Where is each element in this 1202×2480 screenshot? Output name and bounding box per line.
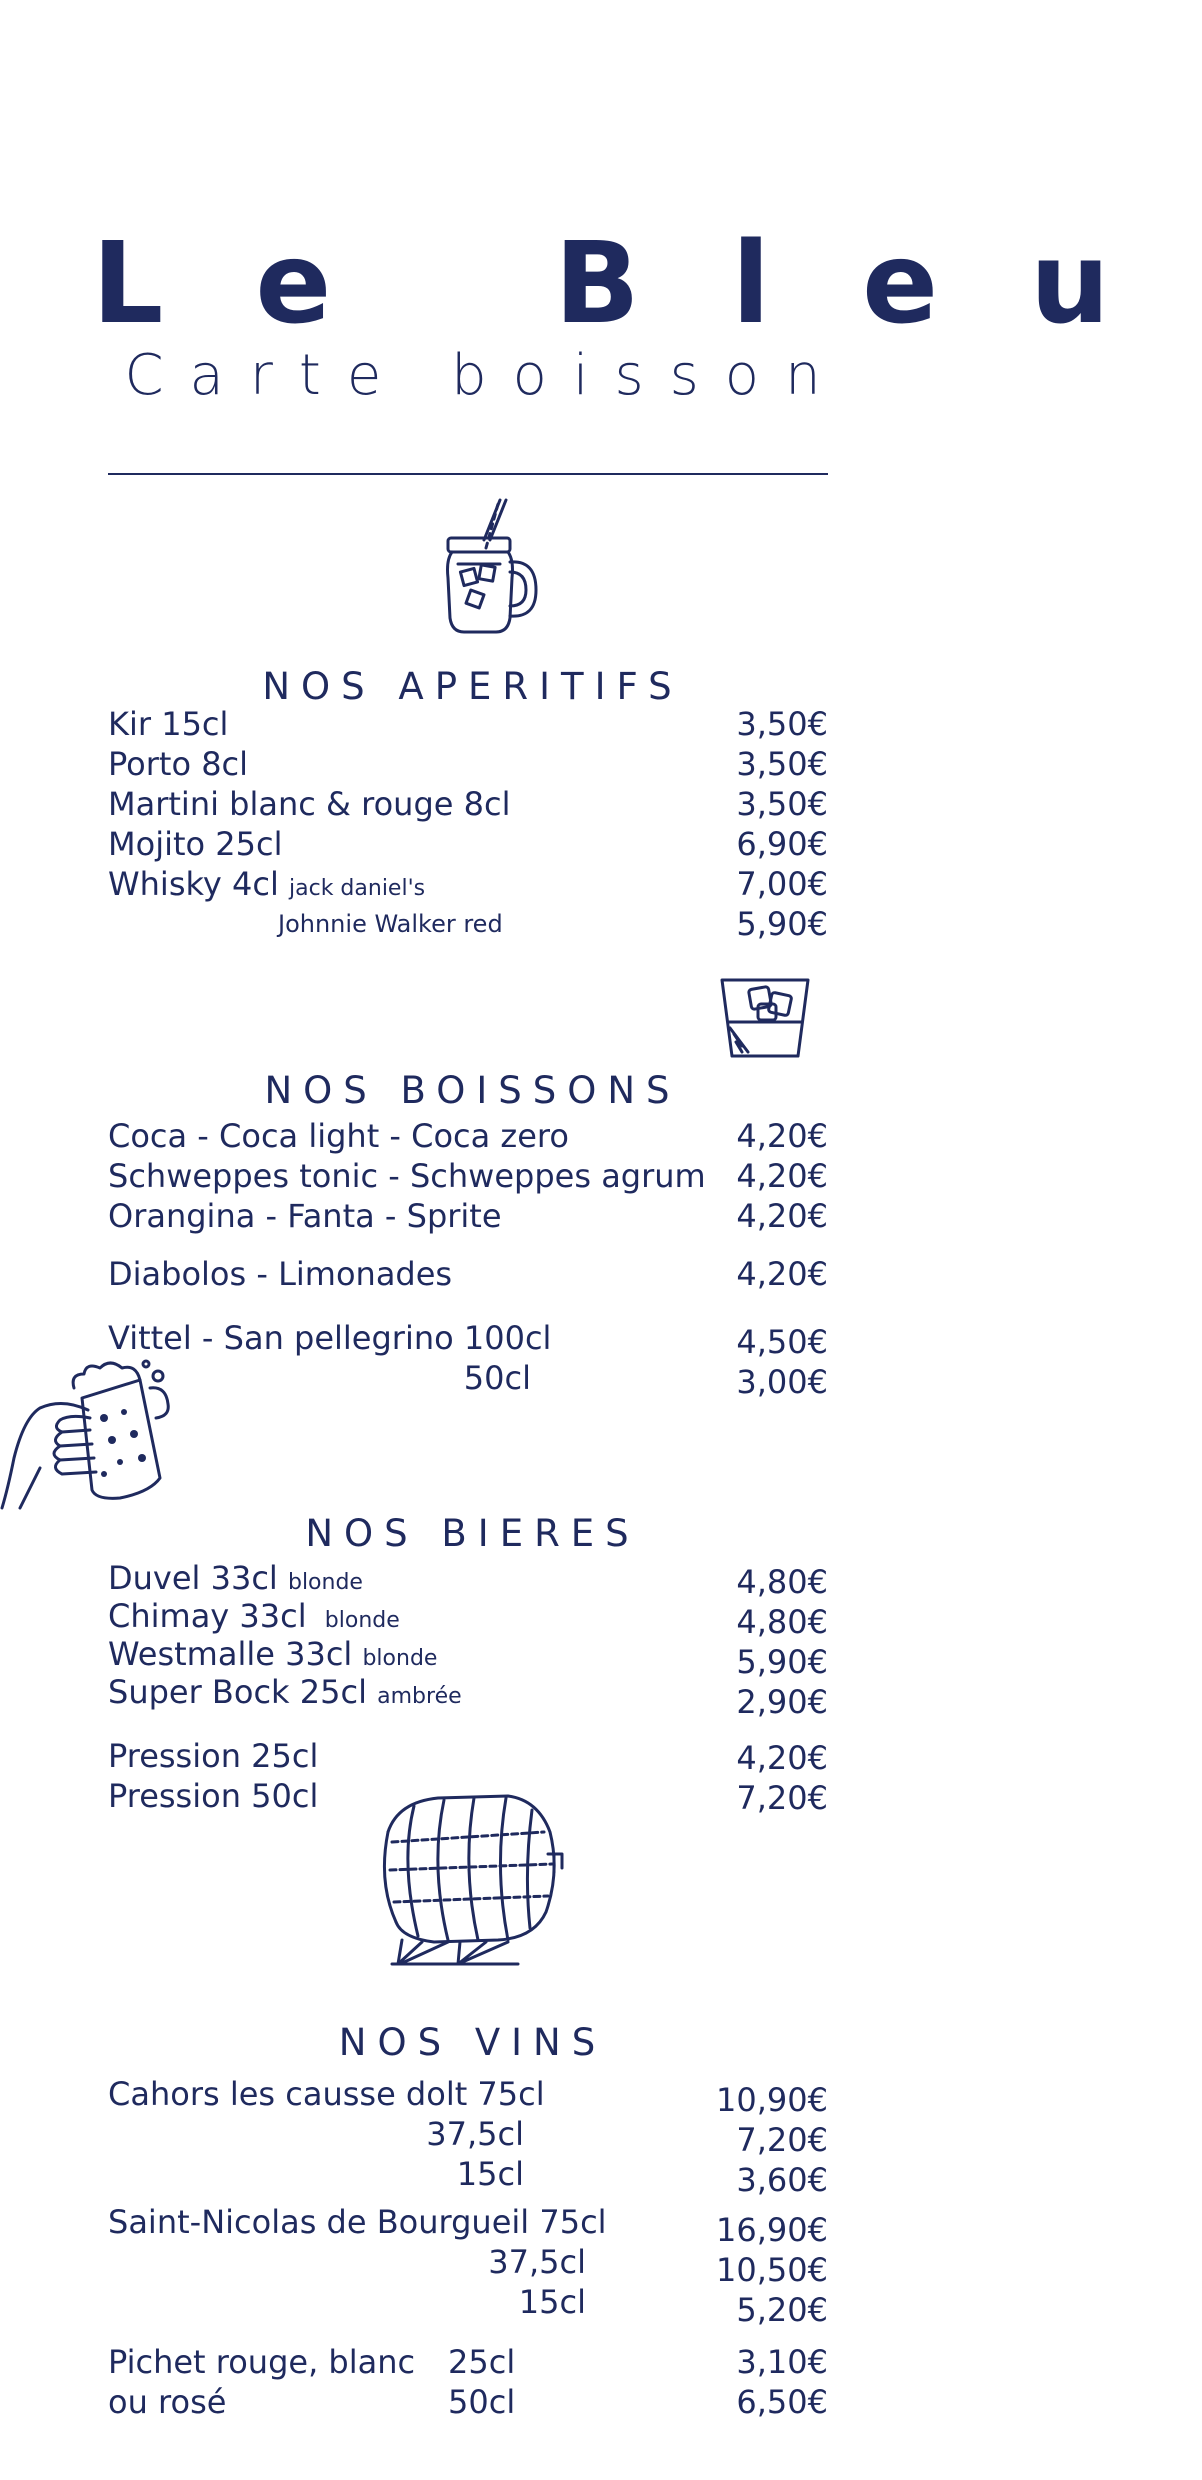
menu-item-price: 7,00€ — [736, 865, 828, 903]
menu-item-name: Martini blanc & rouge 8cl — [108, 785, 511, 823]
menu-item-price: 5,90€ — [736, 905, 828, 943]
menu-item-price: 4,20€ — [736, 1255, 828, 1293]
section-heading-vins: NOS VINS — [338, 2021, 607, 2064]
menu-item-name — [108, 1635, 438, 1673]
menu-item-name: Schweppes tonic - Schweppes agrum — [108, 1157, 706, 1195]
menu-item-price: 4,80€ — [736, 1603, 828, 1641]
header-divider — [108, 473, 828, 475]
whisky-glass-icon — [720, 978, 810, 1058]
menu-item-price: 3,00€ — [736, 1363, 828, 1401]
menu-item-price: 3,50€ — [736, 745, 828, 783]
menu-item-size: 25cl — [448, 2343, 516, 2381]
menu-item-price: 4,20€ — [736, 1117, 828, 1155]
menu-item-label: Duvel 33cl — [108, 1559, 278, 1597]
menu-item-price: 4,20€ — [736, 1157, 828, 1195]
menu-item-size: 37,5cl — [488, 2243, 586, 2281]
menu-item-name: Cahors les causse dolt 75cl — [108, 2075, 545, 2113]
menu-item-price: 3,10€ — [736, 2343, 828, 2381]
section-heading-bieres: NOS BIERES — [305, 1512, 640, 1555]
menu-item-label: Super Bock 25cl — [108, 1673, 367, 1711]
menu-item-name — [108, 1559, 363, 1597]
menu-item-price: 6,90€ — [736, 825, 828, 863]
menu-item-price: 10,90€ — [716, 2081, 828, 2119]
menu-item-price: 4,80€ — [736, 1563, 828, 1601]
menu-item-size: 37,5cl — [426, 2115, 524, 2153]
menu-item-name: Kir 15cl — [108, 705, 229, 743]
menu-item-price: 2,90€ — [736, 1683, 828, 1721]
menu-item-price: 3,50€ — [736, 785, 828, 823]
menu-item-label: Chimay 33cl — [108, 1597, 307, 1635]
menu-item-note: ambrée — [377, 1684, 462, 1709]
menu-item-price: 5,20€ — [736, 2291, 828, 2329]
mason-jar-icon — [440, 500, 540, 640]
menu-item-name — [108, 1673, 462, 1711]
menu-item-note: blonde — [324, 1608, 400, 1633]
menu-item-size: 15cl — [456, 2155, 524, 2193]
menu-item-price: 5,90€ — [736, 1643, 828, 1681]
menu-item-name: ou rosé — [108, 2383, 227, 2421]
menu-item-note: blonde — [287, 1570, 363, 1595]
menu-item-price: 3,50€ — [736, 705, 828, 743]
menu-item-price: 4,20€ — [736, 1739, 828, 1777]
menu-item-size: 50cl — [448, 2383, 516, 2421]
menu-item-name: Mojito 25cl — [108, 825, 283, 863]
menu-item-name — [108, 1597, 400, 1635]
menu-item-name: Diabolos - Limonades — [108, 1255, 453, 1293]
menu-item-price: 7,20€ — [736, 2121, 828, 2159]
section-heading-boissons: NOS BOISSONS — [264, 1069, 681, 1112]
menu-item-name: Pichet rouge, blanc — [108, 2343, 416, 2381]
menu-item-variant: Johnnie Walker red — [278, 910, 503, 938]
restaurant-name: Le Bleu — [92, 219, 1202, 349]
menu-item-note: jack daniel's — [289, 876, 426, 901]
menu-item-price: 16,90€ — [716, 2211, 828, 2249]
menu-item-name: Coca - Coca light - Coca zero — [108, 1117, 569, 1155]
menu-item-price: 3,60€ — [736, 2161, 828, 2199]
menu-item-price: 4,50€ — [736, 1323, 828, 1361]
menu-item-label: Whisky 4cl — [108, 865, 279, 903]
section-heading-aperitifs: NOS APERITIFS — [262, 665, 683, 708]
menu-item-name: Saint-Nicolas de Bourgueil 75cl — [108, 2203, 607, 2241]
menu-item-price: 7,20€ — [736, 1779, 828, 1817]
menu-item-name: Porto 8cl — [108, 745, 249, 783]
menu-subtitle: Carte boisson — [124, 343, 847, 408]
menu-item-name: Pression 50cl — [108, 1777, 319, 1815]
barrel-icon — [378, 1792, 562, 1968]
menu-item-note: blonde — [362, 1646, 438, 1671]
menu-item-name: Pression 25cl — [108, 1737, 319, 1775]
menu-item-price: 6,50€ — [736, 2383, 828, 2421]
menu-item-price: 10,50€ — [716, 2251, 828, 2289]
beer-mug-hand-icon — [0, 1358, 180, 1518]
menu-item-label: Westmalle 33cl — [108, 1635, 353, 1673]
menu-item-name: Orangina - Fanta - Sprite — [108, 1197, 502, 1235]
menu-item-name: Vittel - San pellegrino 100cl — [108, 1319, 552, 1357]
menu-item-size: 15cl — [518, 2283, 586, 2321]
menu-item-size: 50cl — [463, 1359, 531, 1397]
menu-item-price: 4,20€ — [736, 1197, 828, 1235]
menu-item-name — [108, 865, 426, 903]
